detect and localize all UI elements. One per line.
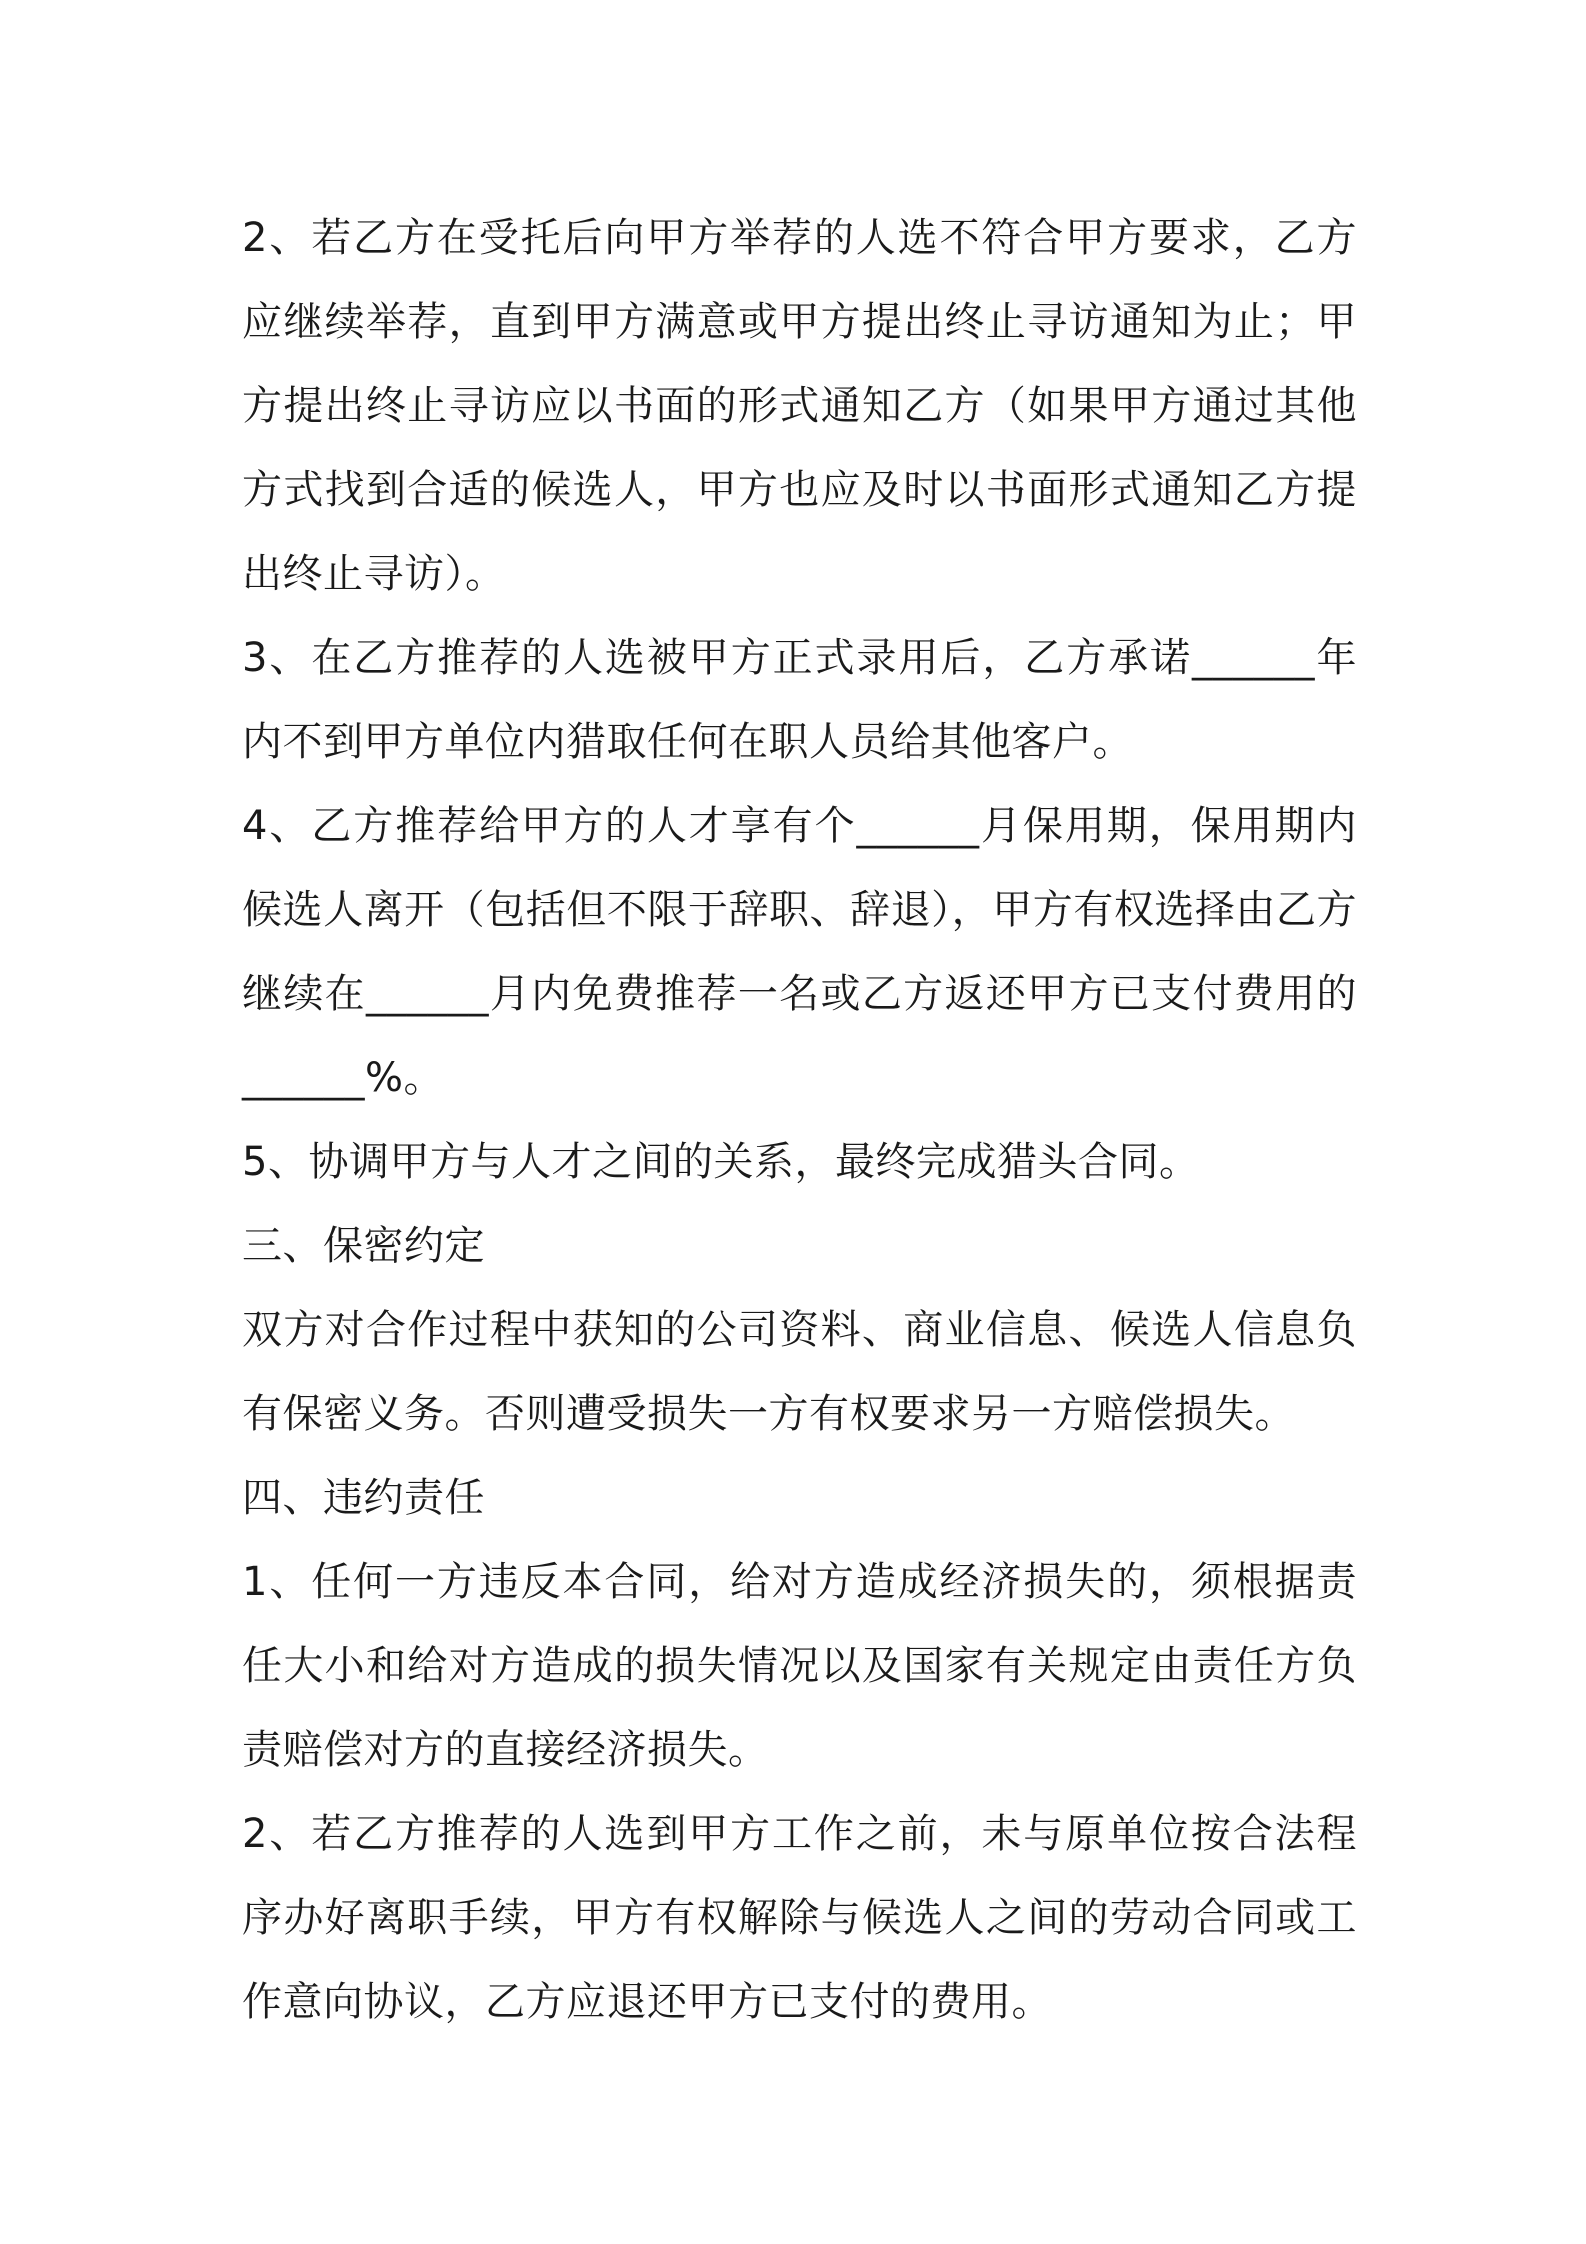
section-heading-confidentiality: 三、保密约定: [242, 1223, 485, 1269]
section-heading-liability: 四、违约责任: [242, 1475, 485, 1521]
clause-4-paragraph: 4、乙方推荐给甲方的人才享有个______月保用期，保用期内候选人离开（包括但不限于辞职、辞退），甲方有权选择由乙方继续在______月内免费推荐一名或乙方返还甲方已支付费用的______%。: [242, 803, 1357, 1101]
liability-clause-2-paragraph: 2、若乙方推荐的人选到甲方工作之前，未与原单位按合法程序办好离职手续，甲方有权解除与候选人之间的劳动合同或工作意向协议，乙方应退还甲方已支付的费用。: [242, 1811, 1357, 2025]
confidentiality-paragraph: 双方对合作过程中获知的公司资料、商业信息、候选人信息负有保密义务。否则遭受损失一方有权要求另一方赔偿损失。: [242, 1307, 1357, 1437]
document-body: [242, 196, 1357, 2044]
liability-clause-1-paragraph: 1、任何一方违反本合同，给对方造成经济损失的，须根据责任大小和给对方造成的损失情况以及国家有关规定由责任方负责赔偿对方的直接经济损失。: [242, 1559, 1357, 1773]
clause-2-paragraph: 2、若乙方在受托后向甲方举荐的人选不符合甲方要求，乙方应继续举荐，直到甲方满意或甲方提出终止寻访通知为止；甲方提出终止寻访应以书面的形式通知乙方（如果甲方通过其他方式找到合适的候选人，甲方也应及时以书面形式通知乙方提出终止寻访）。: [242, 215, 1357, 597]
clause-3-paragraph: 3、在乙方推荐的人选被甲方正式录用后，乙方承诺______年内不到甲方单位内猎取任何在职人员给其他客户。: [242, 635, 1357, 765]
clause-5-paragraph: 5、协调甲方与人才之间的关系，最终完成猎头合同。: [242, 1139, 1200, 1185]
